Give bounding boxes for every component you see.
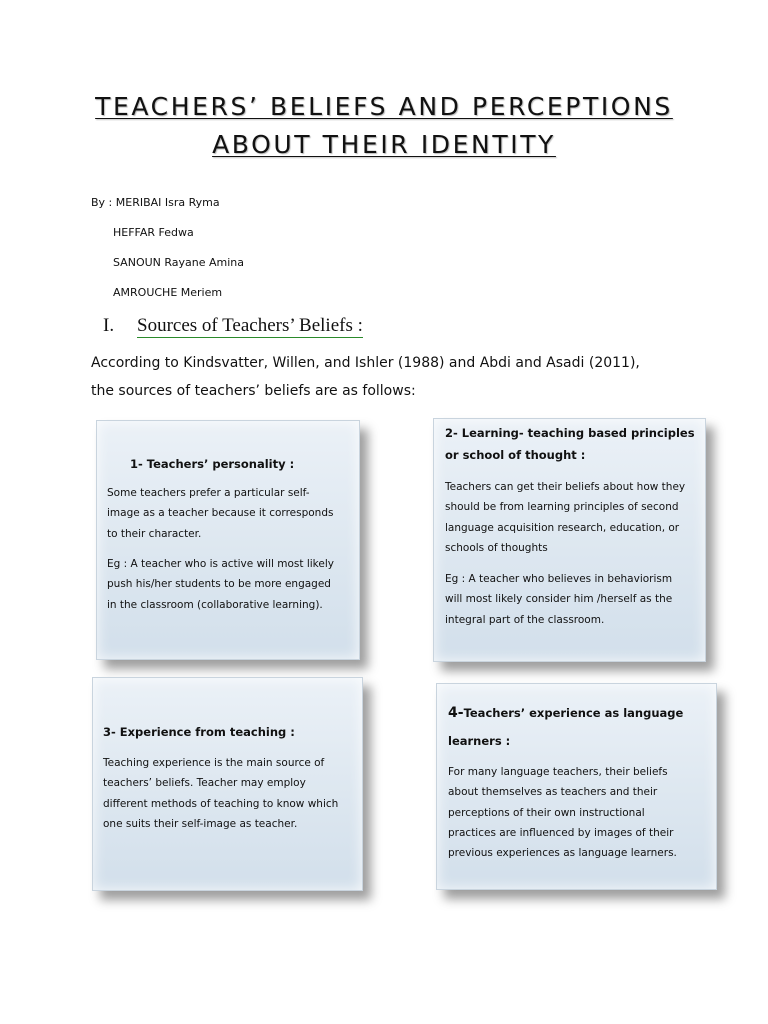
author-line: AMROUCHE Meriem (113, 286, 223, 299)
box-title: 2- Learning- teaching based principles or school of thought : (445, 426, 695, 462)
belief-source-box-learner-experience (436, 683, 717, 890)
box-example: Eg : A teacher who believes in behaviorism will most likely consider him /herself as the integral part of the classroom. (445, 573, 673, 626)
section-number: I. (103, 315, 115, 336)
intro-text-line: the sources of teachers’ beliefs are as follows: (91, 383, 416, 399)
box-title: 1- Teachers’ personality : (130, 457, 295, 471)
section-title: Sources of Teachers’ Beliefs : (137, 315, 363, 336)
author-line: SANOUN Rayane Amina (113, 256, 245, 269)
belief-source-box-personality (96, 420, 360, 660)
box-example: Eg : A teacher who is active will most likely push his/her students to be more engaged in the classroom (collaborative learning). (107, 558, 334, 611)
section-heading (103, 315, 363, 337)
belief-source-box-learning-principles (433, 418, 706, 662)
box-title: 4-Teachers’ experience as language learners : (448, 705, 684, 748)
box-description: Some teachers prefer a particular self- image as a teacher because it corresponds to their character. (107, 487, 334, 540)
author-line: By : MERIBAI Isra Ryma (91, 196, 220, 209)
belief-source-box-teaching-experience (92, 677, 363, 891)
author-line: HEFFAR Fedwa (113, 226, 194, 239)
box-title: 3- Experience from teaching : (103, 725, 295, 739)
box-description: Teachers can get their beliefs about how they should be from learning principles of second language acquisition research, education, or schools of thoughts (445, 481, 686, 554)
document-title-line-2: ABOUT THEIR IDENTITY (212, 130, 556, 159)
intro-text-line: According to Kindsvatter, Willen, and Ishler (1988) and Abdi and Asadi (2011), (91, 355, 640, 371)
box-description: For many language teachers, their beliefs about themselves as teachers and their perceptions of their own instructional practices are influenced by images of their previous experiences as language learners. (448, 766, 677, 860)
box-description: Teaching experience is the main source of teachers’ beliefs. Teacher may employ different methods of teaching to know which one suits their self-image as teacher. (103, 757, 339, 830)
document-title-line-1: TEACHERS’ BELIEFS AND PERCEPTIONS (95, 92, 673, 121)
